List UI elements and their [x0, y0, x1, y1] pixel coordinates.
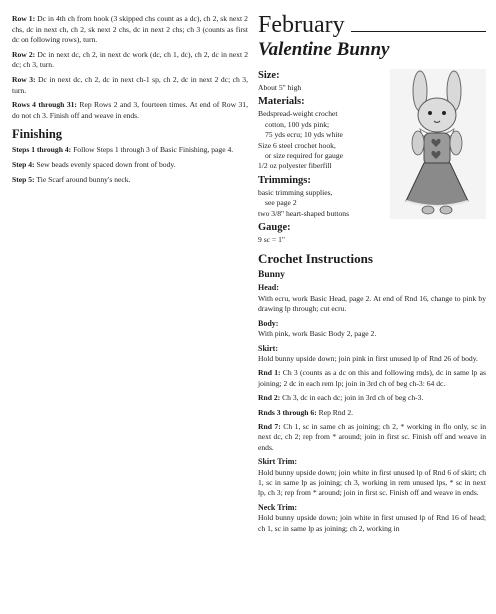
rnd-2-text: Ch 3, dc in each dc; join in 3rd ch of beg ch-3. — [282, 393, 424, 403]
head-text: With ecru, work Basic Head, page 2. At end of Rnd 16, change to pink by drawing lp through; cut ecru. — [258, 293, 486, 314]
pattern-title: Valentine Bunny — [258, 39, 390, 60]
step-4-label: Step 4: — [12, 159, 35, 169]
rnd-1 — [258, 368, 486, 389]
size-heading: Size: — [258, 70, 280, 81]
rnd-7-label: Rnd 7: — [258, 421, 281, 431]
materials-line: 1/2 oz polyester fiberfill — [258, 161, 332, 171]
rnd-1-text: Ch 3 (counts as a dc on this and following rnds), dc in same lp as joining; 2 dc in each rem lp; join in 3rd ch of beg ch-3: 64 dc. — [258, 368, 486, 388]
row-3-label: Row 3: — [12, 74, 36, 84]
step-4 — [12, 160, 248, 171]
head-label: Head: — [258, 283, 279, 293]
skirt-trim-label: Skirt Trim: — [258, 457, 298, 467]
materials-heading: Materials: — [258, 96, 305, 108]
trimmings-heading: Trimmings: — [258, 174, 311, 186]
skirt-label: Skirt: — [258, 343, 278, 353]
finishing-heading: Finishing — [12, 127, 63, 142]
instructions-heading: Crochet Instructions — [258, 251, 373, 267]
materials-line: Size 6 steel crochet hook, — [258, 140, 336, 150]
skirt-text: Hold bunny upside down; join pink in first unused lp of Rnd 26 of body. — [258, 353, 478, 363]
materials-line: or size required for gauge — [265, 151, 344, 161]
gauge-heading: Gauge: — [258, 222, 291, 234]
step-1-4-text: Follow Steps 1 through 3 of Basic Finishing, page 4. — [73, 145, 234, 155]
size-text: About 5" high — [258, 83, 302, 92]
materials-line: 75 yds ecru; 10 yds white — [265, 130, 343, 140]
rnd-7 — [258, 422, 486, 453]
row-3-text: Dc in next dc, ch 2, dc in next ch-1 sp, ch 2, dc in next 2 dc; ch 3, turn. — [12, 74, 248, 95]
step-1-4-label: Steps 1 through 4: — [12, 145, 72, 155]
step-4-text: Sew beads evenly spaced down front of body. — [36, 159, 176, 169]
neck-trim-text: Hold bunny upside down; join white in first unused lp of Rnd 16 of head; ch 1, sc in same lp as joining; ch 2, working in — [258, 513, 486, 533]
rnd-2-label: Rnd 2: — [258, 393, 281, 403]
rows-4-31 — [12, 100, 248, 121]
details-area — [258, 67, 486, 219]
materials-line: Bedspread-weight crochet — [258, 109, 338, 119]
rnds-3-6-label: Rnds 3 through 6: — [258, 407, 317, 417]
step-5 — [12, 175, 248, 186]
rows-4-31-text: Rep Rows 2 and 3, fourteen times. At end of Row 31, do not ch 3. Finish off and weave in ends. — [12, 100, 249, 120]
rnd-2 — [258, 393, 486, 403]
skirt-trim-text: Hold bunny upside down; join white in first unused lp of Rnd 6 of skirt; ch 1, sc in same lp as joining; ch 3, working in rem unused lps, * sc in next lp, ch 3; rep from * around; join in first sc. Finish off and weave in ends. — [258, 467, 486, 498]
header-rule — [351, 31, 486, 32]
step-5-label: Step 5: — [12, 174, 35, 184]
month-title: February — [258, 12, 345, 38]
rows-4-31-label: Rows 4 through 31: — [12, 100, 77, 110]
gauge-text: 9 sc = 1" — [258, 235, 285, 245]
row-1-label: Row 1: — [12, 14, 36, 23]
trimmings-line: see page 2 — [265, 198, 297, 208]
month-header — [258, 12, 486, 38]
rnd-1-label: Rnd 1: — [258, 368, 281, 378]
right-column — [258, 12, 486, 538]
bunny-photo — [390, 69, 486, 219]
neck-trim-label: Neck Trim: — [258, 502, 298, 512]
rnd-7-text: Ch 1, sc in same ch as joining; ch 2, * working in flo only, sc in next dc, ch 2; rep from * around; join in first sc. Finish off and weave in ends. — [258, 421, 487, 452]
body-label: Body: — [258, 318, 279, 328]
trimmings-line: basic trimming supplies, — [258, 187, 333, 197]
trimmings-line: two 3/8" heart-shaped buttons — [258, 208, 350, 218]
materials-column — [258, 67, 376, 219]
materials-line: cotton, 100 yds pink; — [265, 119, 330, 129]
left-column — [12, 14, 248, 189]
row-1 — [12, 14, 248, 46]
rnds-3-6-text: Rep Rnd 2. — [318, 407, 354, 417]
row-2-label: Row 2: — [12, 49, 36, 59]
step-1-4 — [12, 145, 248, 156]
row-2-text: Dc in next dc, ch 2, in next dc work (dc, ch 1, dc), ch 2, dc in next 2 dc; ch 3, turn. — [12, 49, 248, 70]
row-2 — [12, 50, 248, 71]
row-1-text: Dc in 4th ch from hook (3 skipped chs count as a dc), ch 2, sk next 2 chs, dc in next ch, ch 2, sk next 2 chs, dc in next 2 chs; ch 3 (counts as first dc on following rows), turn. — [12, 14, 248, 45]
body-text: With pink, work Basic Body 2, page 2. — [258, 329, 377, 339]
rnds-3-6 — [258, 408, 486, 418]
step-5-text: Tie Scarf around bunny's neck. — [36, 174, 131, 184]
bunny-heading: Bunny — [258, 270, 285, 281]
row-3 — [12, 75, 248, 96]
